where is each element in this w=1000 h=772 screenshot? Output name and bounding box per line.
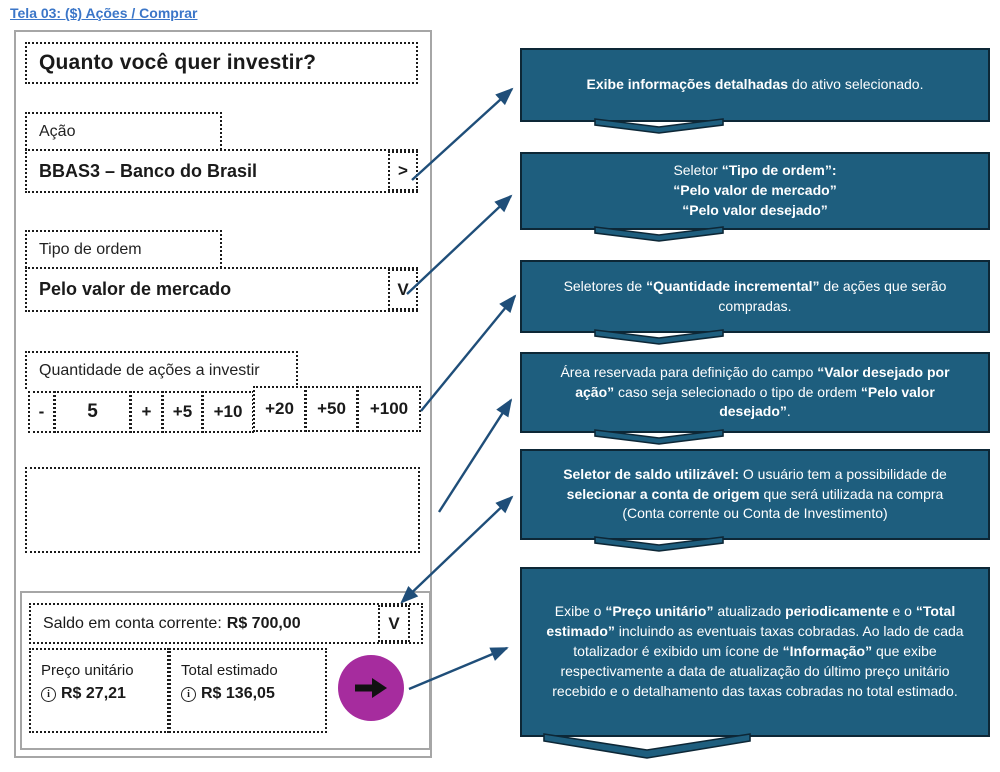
unit-price-label: Preço unitário bbox=[41, 662, 134, 679]
annotation-arrow bbox=[421, 296, 515, 411]
callout-order-type bbox=[520, 152, 990, 230]
summary-section bbox=[20, 591, 431, 750]
unit-price-value: R$ 27,21 bbox=[61, 685, 126, 703]
arrow-right-icon bbox=[352, 675, 390, 701]
callout-pointer bbox=[594, 226, 724, 242]
quantity-value-display[interactable]: 5 bbox=[54, 391, 131, 433]
quantity-plus50-button[interactable]: +50 bbox=[305, 386, 358, 432]
page-title: Tela 03: ($) Ações / Comprar bbox=[10, 5, 198, 21]
quantity-increase-button[interactable]: + bbox=[130, 391, 163, 433]
desired-value-reserved-area bbox=[25, 467, 420, 553]
balance-select[interactable] bbox=[29, 603, 423, 644]
stock-select-field[interactable] bbox=[25, 149, 418, 193]
callout-desired-value-area bbox=[520, 352, 990, 433]
callout-text: Área reservada para definição do campo “Valor desejado por ação” caso seja selecionado o tipo de ordem “Pelo valor desejado”. bbox=[560, 363, 950, 420]
callout-text: Seletor “Tipo de ordem”: “Pelo valor de mercado” “Pelo valor desejado” bbox=[673, 162, 837, 218]
callout-pointer bbox=[594, 329, 724, 345]
quantity-plus5-button[interactable]: +5 bbox=[162, 391, 203, 433]
balance-value: R$ 700,00 bbox=[226, 614, 301, 632]
annotation-arrow bbox=[439, 400, 511, 512]
quantity-plus10-button[interactable]: +10 bbox=[202, 391, 254, 433]
quantity-decrease-button[interactable]: - bbox=[28, 391, 55, 433]
confirm-button[interactable] bbox=[338, 655, 404, 721]
callout-text: Seletor de saldo utilizável: O usuário tem a possibilidade de selecionar a conta de origem que será utilizada na compra (Conta corrente ou Conta de Investimento) bbox=[563, 465, 947, 522]
callout-pointer bbox=[594, 118, 724, 134]
question-heading: Quanto você quer investir? bbox=[25, 42, 418, 84]
quantity-plus100-button[interactable]: +100 bbox=[357, 386, 421, 432]
callout-pointer bbox=[594, 536, 724, 552]
stock-select-value: BBAS3 – Banco do Brasil bbox=[39, 160, 258, 181]
callout-quantity-increment bbox=[520, 260, 990, 333]
callout-text: Exibe o “Preço unitário” atualizado periodicamente e o “Total estimado” incluindo as eventuais taxas cobradas. Ao lado de cada totalizador é exibido um ícone de “Informação” que exibe respectivamente a data de atualização do último preço unitário recebido e o detalhamento das taxas cobradas no total estimado. bbox=[546, 603, 964, 699]
unit-price-card bbox=[29, 648, 169, 733]
callout-text: Seletores de “Quantidade incremental” de ações que serão compradas. bbox=[563, 277, 947, 314]
chevron-down-icon[interactable]: V bbox=[388, 269, 418, 310]
quantity-label: Quantidade de ações a investir bbox=[25, 351, 298, 389]
total-estimated-card bbox=[169, 648, 327, 733]
order-type-select[interactable] bbox=[25, 267, 418, 312]
total-estimated-label: Total estimado bbox=[181, 662, 278, 679]
quantity-plus20-button[interactable]: +20 bbox=[253, 386, 306, 432]
callout-price-total-info bbox=[520, 567, 990, 737]
callout-text: Exibe informações detalhadas do ativo selecionado. bbox=[586, 76, 924, 93]
chevron-down-icon[interactable]: V bbox=[378, 605, 410, 642]
info-icon[interactable]: i bbox=[181, 687, 196, 702]
info-icon[interactable]: i bbox=[41, 687, 56, 702]
callout-balance-selector bbox=[520, 449, 990, 540]
phone-frame bbox=[14, 30, 432, 758]
balance-label: Saldo em conta corrente: bbox=[43, 614, 222, 632]
total-estimated-value: R$ 136,05 bbox=[201, 685, 275, 703]
callout-pointer bbox=[542, 732, 752, 760]
stock-field-label: Ação bbox=[25, 112, 222, 150]
order-type-value: Pelo valor de mercado bbox=[39, 279, 232, 299]
chevron-right-icon[interactable]: > bbox=[388, 151, 418, 191]
order-type-label: Tipo de ordem bbox=[25, 230, 222, 268]
callout-asset-info bbox=[520, 48, 990, 122]
callout-pointer bbox=[594, 429, 724, 445]
